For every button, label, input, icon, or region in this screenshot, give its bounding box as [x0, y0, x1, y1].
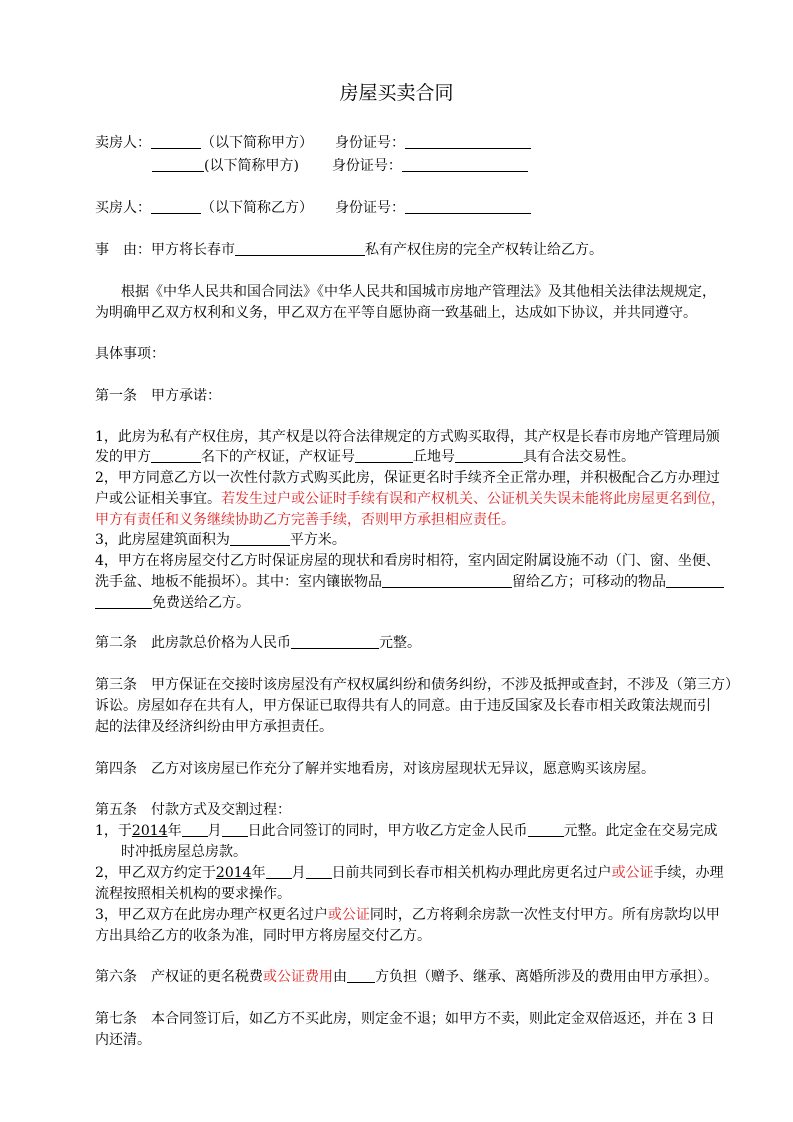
- text: 第六条 产权证的更名税费: [95, 969, 263, 985]
- article1-p2-line3: 甲方有责任和义务继续协助乙方完善手续，否则甲方承担相应责任。: [95, 512, 515, 528]
- text: 元整。此定金在交易完成: [563, 823, 718, 839]
- buyer-label: 买房人：: [95, 200, 151, 216]
- specifics-label: 具体事项：: [95, 346, 165, 362]
- preamble-line-2: 为明确甲乙双方权利和义务，甲乙双方在平等自愿协商一致基础上，达成如下协议，并共同遵守。: [95, 305, 697, 321]
- land-no-blank[interactable]: [455, 448, 523, 463]
- id-label: 身份证号：: [335, 135, 405, 151]
- text: 同时，乙方将剩余房款一次性支付甲方。所有房款均以甲: [369, 907, 720, 923]
- text: 洗手盆、地板不能损坏）。其中：室内镶嵌物品: [95, 574, 382, 590]
- fixed-items-blank[interactable]: [382, 573, 512, 588]
- article1-p2-line1: 2，甲方同意乙方以一次性付款方式购买此房，保证更名时手续齐全正常办理，并积极配合乙方办理过: [95, 470, 720, 486]
- article3-line1: 第三条 甲方保证在交接时该房屋没有产权权属纠纷和债务纠纷，不涉及抵押或查封，不涉及（第三方）: [95, 677, 739, 693]
- article5-p3-line2: 方出具给乙方的收条为准，同时甲方将房屋交付乙方。: [95, 928, 431, 944]
- year-value: 2014: [215, 865, 252, 881]
- article1-p4-line3: [95, 594, 250, 612]
- seller-line-2: [152, 157, 528, 175]
- article7-line1: 第七条 本合同签订后，如乙方不买此房，则定金不退；如甲方不卖，则此定金双倍返还，并在 3 日: [95, 1011, 715, 1027]
- article3-line3: 起的法律及经济纠纷由甲方承担责任。: [95, 719, 333, 735]
- matter-text: 私有产权住房的完全产权转让给乙方。: [365, 242, 603, 258]
- seller-note: （以下简称甲方）: [201, 135, 313, 151]
- day-blank[interactable]: [222, 822, 248, 837]
- article5-p1-line2: 时冲抵房屋总房款。: [121, 844, 247, 860]
- article1-p1-line1: 1，此房为私有产权住房，其产权是以符合法律规定的方式购买取得，其产权是长春市房地产管理局颁: [95, 429, 720, 445]
- movable-items-blank[interactable]: [666, 573, 724, 588]
- article1-p4-line1: 4，甲方在将房屋交付乙方时保证房屋的现状和看房时相符，室内固定附属设施不动（门、窗、坐便、: [95, 553, 720, 569]
- text: 手续，办理: [653, 865, 724, 881]
- address-blank[interactable]: [235, 241, 365, 256]
- article5-p3-line1: [95, 906, 720, 924]
- month-blank[interactable]: [266, 864, 292, 879]
- text: 月: [207, 823, 222, 839]
- article5-p1-line1: [95, 822, 718, 840]
- year-value: 2014: [131, 823, 168, 839]
- text: 由: [333, 969, 347, 985]
- article7-line2: 内还清。: [95, 1032, 151, 1048]
- preamble-line-1: 根据《中华人民共和国合同法》《中华人民共和国城市房地产管理法》及其他相关法律法规规定，: [121, 284, 716, 300]
- text: 3，此房屋建筑面积为: [95, 532, 230, 548]
- article5-p2-line1: [95, 864, 724, 882]
- buyer-id-blank[interactable]: [405, 199, 531, 214]
- text: 发的甲方: [95, 449, 151, 465]
- seller-id-blank-2[interactable]: [402, 157, 528, 172]
- red-text: 或公证: [327, 907, 370, 923]
- text: 2，甲乙双方约定于: [95, 865, 216, 881]
- text: 3，甲乙双方在此房办理产权更名过户: [95, 907, 328, 923]
- seller-name-blank-2[interactable]: [152, 157, 204, 172]
- article5-heading: 第五条 付款方式及交割过程：: [95, 802, 291, 818]
- text: 平方米。: [289, 532, 346, 548]
- article1-p1-line2: [95, 448, 635, 466]
- text: 月: [291, 865, 306, 881]
- text: 第二条 此房款总价格为人民币: [95, 635, 291, 651]
- day-blank[interactable]: [306, 864, 332, 879]
- month-blank[interactable]: [182, 822, 208, 837]
- area-blank[interactable]: [230, 531, 290, 546]
- seller-note: (以下简称甲方): [204, 158, 299, 174]
- movable-items-blank-2[interactable]: [95, 594, 152, 609]
- red-text: 若发生过户或公证时手续有误和产权机关、公证机关失误未能将此房屋更名到位，: [221, 491, 725, 507]
- text: 年: [251, 865, 266, 881]
- text: 名下的产权证，产权证号: [201, 449, 355, 465]
- text: 年: [167, 823, 182, 839]
- seller-line-1: [95, 134, 531, 152]
- red-text: 或公证费用: [263, 969, 333, 985]
- certificate-no-blank[interactable]: [355, 448, 413, 463]
- total-price-blank[interactable]: [291, 634, 379, 649]
- payer-blank[interactable]: [347, 968, 375, 983]
- article1-p3-line: [95, 531, 346, 549]
- buyer-note: （以下简称乙方）: [201, 200, 313, 216]
- seller-name-blank-1[interactable]: [151, 134, 201, 149]
- text: 元整。: [379, 635, 421, 651]
- text: 日前共同到长春市相关机构办理此房更名过户: [331, 865, 612, 881]
- article6-line: [95, 968, 718, 986]
- text: 1，于: [95, 823, 132, 839]
- article5-p2-line2: 流程按照相关机构的要求操作。: [95, 886, 291, 902]
- deposit-blank[interactable]: [528, 822, 564, 837]
- owner-blank[interactable]: [151, 448, 201, 463]
- text: 免费送给乙方。: [152, 595, 250, 611]
- text: 留给乙方；可移动的物品: [512, 574, 666, 590]
- text: 方负担（赠予、继承、离婚所涉及的费用由甲方承担）。: [375, 969, 718, 985]
- article4-line: 第四条 乙方对该房屋已作充分了解并实地看房，对该房屋现状无异议，愿意购买该房屋。: [95, 761, 655, 777]
- id-label: 身份证号：: [331, 158, 402, 174]
- seller-id-blank-1[interactable]: [405, 134, 531, 149]
- text: 日此合同签订的同时，甲方收乙方定金人民币: [247, 823, 528, 839]
- matter-line: [95, 241, 603, 259]
- buyer-line: [95, 199, 531, 217]
- article2-line: [95, 634, 421, 652]
- article1-heading: 第一条 甲方承诺：: [95, 388, 221, 404]
- text: 丘地号: [413, 449, 455, 465]
- article3-line2: 诉讼。房屋如存在共有人，甲方保证已取得共有人的同意。由于违反国家及长春市相关政策法规而引: [95, 698, 711, 714]
- id-label: 身份证号：: [335, 200, 405, 216]
- article1-p2-line2: [95, 490, 725, 508]
- article1-p4-line2: [95, 573, 724, 591]
- matter-text: 甲方将长春市: [151, 242, 235, 258]
- red-text: 或公证: [611, 865, 654, 881]
- text: 具有合法交易性。: [523, 449, 635, 465]
- buyer-name-blank[interactable]: [151, 199, 201, 214]
- matter-label: 事 由：: [95, 242, 151, 258]
- document-title: 房屋买卖合同: [339, 82, 454, 104]
- seller-label: 卖房人：: [95, 135, 151, 151]
- text: 户或公证相关事宜。: [95, 491, 221, 507]
